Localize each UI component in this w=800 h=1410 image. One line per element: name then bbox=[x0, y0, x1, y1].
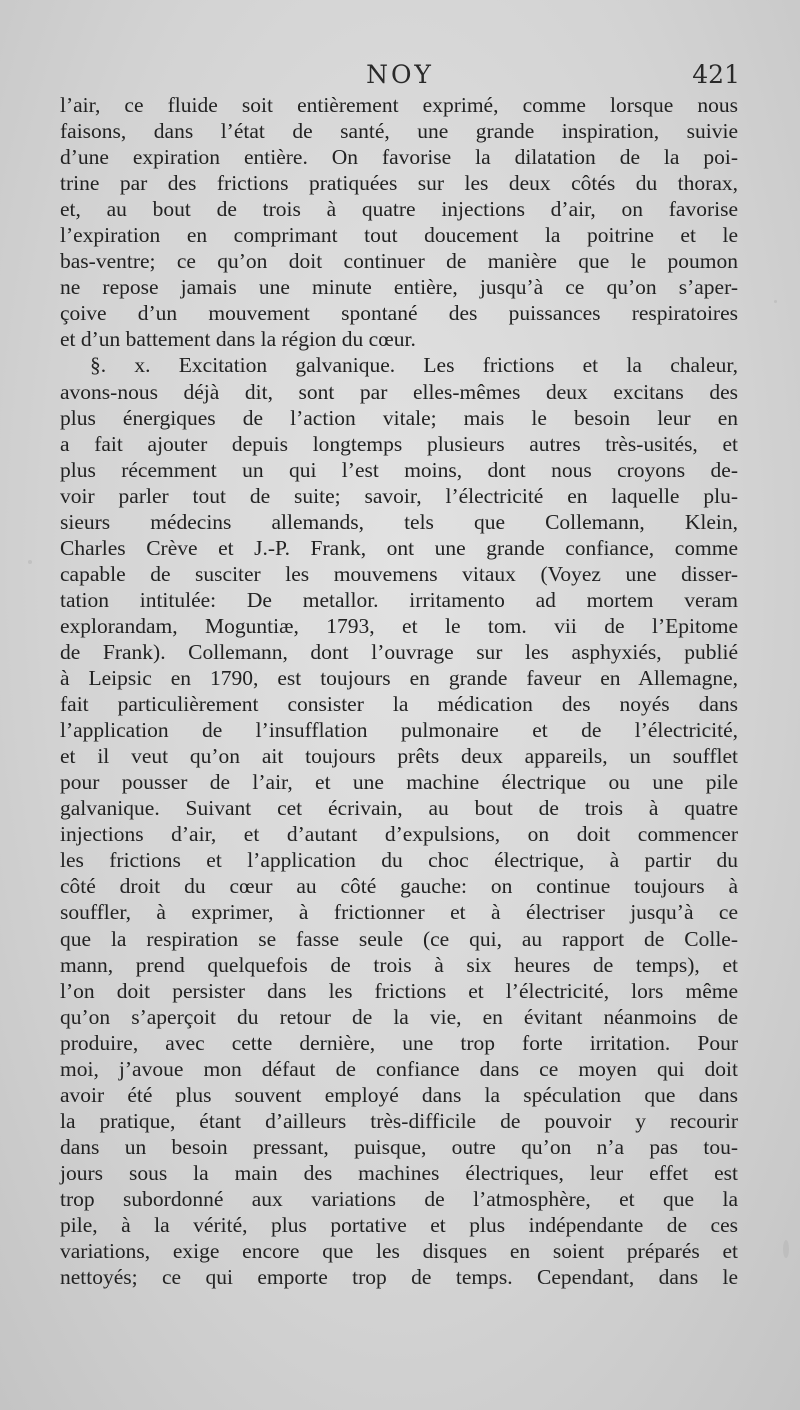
text-line: a fait ajouter depuis longtemps plusieurs autres très-usités, et bbox=[60, 431, 738, 456]
text-line: qu’on s’aperçoit du retour de la vie, en évitant néanmoins de bbox=[60, 1004, 738, 1029]
page-number: 421 bbox=[692, 60, 740, 89]
page-header bbox=[60, 60, 740, 96]
text-line: plus énergiques de l’action vitale; mais le besoin leur en bbox=[60, 405, 738, 430]
text-line: côté droit du cœur au côté gauche: on continue toujours à bbox=[60, 874, 738, 899]
body-text bbox=[60, 92, 738, 1290]
text-line: pour pousser de l’air, et une machine électrique ou une pile bbox=[60, 770, 738, 795]
text-line: plus récemment un qui l’est moins, dont nous croyons de- bbox=[60, 457, 738, 482]
text-line: tation intitulée: De metallor. irritamento ad mortem veram bbox=[60, 587, 738, 612]
paper-speck bbox=[774, 300, 777, 303]
text-line: variations, exige encore que les disques en soient préparés et bbox=[60, 1239, 738, 1264]
text-line: produire, avec cette dernière, une trop forte irritation. Pour bbox=[60, 1030, 738, 1055]
text-line: bas-ventre; ce qu’on doit continuer de manière que le poumon bbox=[60, 249, 738, 274]
section-heading-line: §. x. Excitation galvanique. Les frictions et la chaleur, bbox=[90, 353, 738, 378]
text-line: et d’un battement dans la région du cœur. bbox=[60, 327, 416, 352]
text-line: jours sous la main des machines électriques, leur effet est bbox=[60, 1160, 738, 1185]
text-line: voir parler tout de suite; savoir, l’électricité en laquelle plu- bbox=[60, 483, 738, 508]
text-line: souffler, à exprimer, à frictionner et à électriser jusqu’à ce bbox=[60, 900, 738, 925]
text-line: et, au bout de trois à quatre injections d’air, on favorise bbox=[60, 197, 738, 222]
text-line: avoir été plus souvent employé dans la spéculation que dans bbox=[60, 1082, 738, 1107]
text-line: nettoyés; ce qui emporte trop de temps. Cependant, dans le bbox=[60, 1265, 738, 1290]
text-line: fait particulièrement consister la médication des noyés dans bbox=[60, 692, 738, 717]
text-line: l’expiration en comprimant tout doucement la poitrine et le bbox=[60, 223, 738, 248]
paper-speck bbox=[28, 560, 32, 564]
text-line: explorandam, Moguntiæ, 1793, et le tom. vii de l’Epitome bbox=[60, 613, 738, 638]
text-line: capable de susciter les mouvemens vitaux (Voyez une disser- bbox=[60, 561, 738, 586]
running-head: NOY bbox=[366, 60, 434, 89]
text-line: moi, j’avoue mon défaut de confiance dans ce moyen qui doit bbox=[60, 1056, 738, 1081]
text-line: de Frank). Collemann, dont l’ouvrage sur les asphyxiés, publié bbox=[60, 639, 738, 664]
text-line: à Leipsic en 1790, est toujours en grande faveur en Allemagne, bbox=[60, 666, 738, 691]
paper-speck bbox=[783, 1240, 789, 1258]
text-line: que la respiration se fasse seule (ce qui, au rapport de Colle- bbox=[60, 926, 738, 951]
text-line: l’air, ce fluide soit entièrement exprimé, comme lorsque nous bbox=[60, 93, 738, 117]
text-line: mann, prend quelquefois de trois à six heures de temps), et bbox=[60, 952, 738, 977]
text-line: trop subordonné aux variations de l’atmosphère, et que la bbox=[60, 1186, 738, 1211]
text-line: pile, à la vérité, plus portative et plus indépendante de ces bbox=[60, 1213, 738, 1238]
text-line: ne repose jamais une minute entière, jusqu’à ce qu’on s’aper- bbox=[60, 275, 738, 300]
text-line: d’une expiration entière. On favorise la dilatation de la poi- bbox=[60, 145, 738, 170]
text-line: trine par des frictions pratiquées sur les deux côtés du thorax, bbox=[60, 171, 738, 196]
text-line: l’on doit persister dans les frictions et l’électricité, lors même bbox=[60, 978, 738, 1003]
text-line: Charles Crève et J.-P. Frank, ont une grande confiance, comme bbox=[60, 535, 738, 560]
text-line: et il veut qu’on ait toujours prêts deux appareils, un soufflet bbox=[60, 744, 738, 769]
text-line: çoive d’un mouvement spontané des puissances respiratoires bbox=[60, 301, 738, 326]
text-line: les frictions et l’application du choc électrique, à partir du bbox=[60, 848, 738, 873]
text-line: la pratique, étant d’ailleurs très-difficile de pouvoir y recourir bbox=[60, 1108, 738, 1133]
text-line: sieurs médecins allemands, tels que Collemann, Klein, bbox=[60, 509, 738, 534]
text-line: dans un besoin pressant, puisque, outre qu’on n’a pas tou- bbox=[60, 1134, 738, 1159]
text-line: l’application de l’insufflation pulmonaire et de l’électricité, bbox=[60, 718, 738, 743]
text-line: galvanique. Suivant cet écrivain, au bout de trois à quatre bbox=[60, 796, 738, 821]
text-line: faisons, dans l’état de santé, une grande inspiration, suivie bbox=[60, 119, 738, 144]
text-line: avons-nous déjà dit, sont par elles-mêmes deux excitans des bbox=[60, 379, 738, 404]
text-line: injections d’air, et d’autant d’expulsions, on doit commencer bbox=[60, 822, 738, 847]
